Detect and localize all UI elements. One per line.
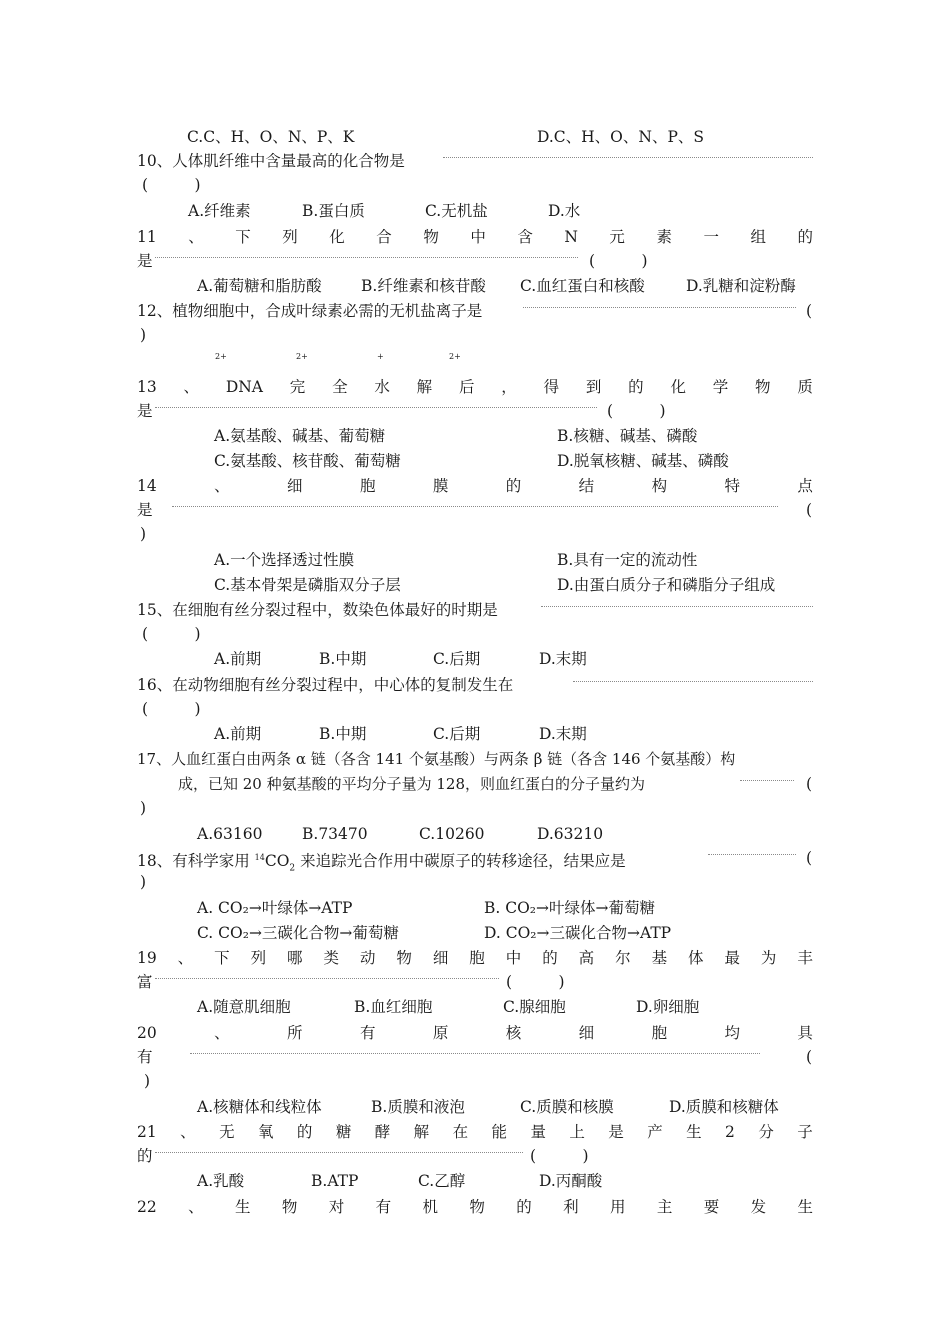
stem-token: 的 [797, 228, 813, 246]
stem-token: 糖 [335, 1123, 352, 1141]
q15-dotted-leader [541, 606, 813, 607]
stem-token: 要 [703, 1198, 720, 1216]
stem-token: 21 [137, 1123, 157, 1141]
q10-stem: 10、人体肌纤维中含量最高的化合物是 [137, 152, 405, 170]
stem-token: 、 [188, 228, 204, 246]
q13-answer-paren: ( ) [607, 402, 666, 420]
q12-option-c-charge: + [377, 352, 384, 361]
stem-token: 量 [530, 1123, 546, 1141]
stem-token: 中 [470, 228, 486, 246]
stem-token: 、 [214, 477, 230, 495]
stem-text: 18、有科学家用 [137, 852, 255, 871]
q17-stem-line1: 17、人血红蛋白由两条 α 链（各含 141 个氨基酸）与两条 β 链（各含 146 个氨基酸）构 [137, 750, 736, 768]
q20-stem [137, 1022, 813, 1044]
stem-token: 解 [413, 1123, 430, 1141]
stem-token: 生 [234, 1198, 251, 1216]
q11-option-c: C.血红蛋白和核酸 [520, 277, 645, 295]
stem-token: 完 [289, 378, 306, 396]
stem-token: 、 [188, 1198, 204, 1216]
stem-token: 具 [797, 1024, 813, 1042]
stem-token: 物 [755, 378, 771, 396]
q18-paren-open: ( [806, 849, 813, 867]
stem-token: 利 [563, 1198, 579, 1216]
q21-answer-paren: ( ) [530, 1147, 589, 1165]
stem-token: 构 [651, 477, 668, 495]
q21-option-a: A.乳酸 [197, 1172, 245, 1190]
stem-token: 合 [376, 228, 392, 246]
q17-stem-line2: 成，已知 20 种氨基酸的平均分子量为 128，则血红蛋白的分子量约为 [178, 775, 646, 793]
stem-token: 20 [137, 1024, 157, 1042]
q19-option-b: B.血红细胞 [354, 998, 433, 1016]
stem-token: 中 [505, 949, 522, 967]
q16-option-c: C.后期 [433, 725, 481, 743]
stem-token: 列 [282, 228, 298, 246]
q14-stem [137, 475, 813, 497]
stem-token: 14 [137, 477, 157, 495]
stem-token: 对 [328, 1198, 345, 1216]
stem-token: ， [501, 378, 517, 396]
q15-option-c: C.后期 [433, 650, 481, 668]
stem-token: 质 [797, 378, 813, 396]
q20-paren-close: ) [144, 1072, 151, 1090]
stem-token: 化 [329, 228, 345, 246]
q18-stem [137, 847, 626, 879]
q10-option-b: B.蛋白质 [302, 202, 365, 220]
stem-token: 列 [250, 949, 267, 967]
q19-stem-tail: 富 [137, 973, 153, 991]
q21-stem-tail: 的 [137, 1147, 153, 1165]
stem-token: 能 [491, 1123, 508, 1141]
formula-text: CO [264, 852, 290, 871]
stem-token: 所 [287, 1024, 303, 1042]
q21-option-c: C.乙醇 [418, 1172, 466, 1190]
stem-token: 在 [452, 1123, 469, 1141]
q10-option-a: A.纤维素 [188, 202, 251, 220]
stem-token: 学 [712, 378, 729, 396]
stem-token: 的 [296, 1123, 313, 1141]
q18-dotted-leader [708, 854, 796, 855]
stem-token: 核 [505, 1024, 522, 1042]
stem-token: 物 [469, 1198, 485, 1216]
q18-paren-close: ) [140, 873, 147, 891]
q10-answer-paren: ( ) [142, 176, 201, 194]
q21-option-d: D.丙酮酸 [539, 1172, 603, 1190]
stem-token: 特 [724, 477, 740, 495]
stem-token: 细 [432, 949, 449, 967]
q19-option-d: D.卵细胞 [636, 998, 700, 1016]
q13-option-a: A.氨基酸、碱基、葡萄糖 [214, 427, 386, 445]
stem-token: 水 [374, 378, 390, 396]
q15-option-d: D.末期 [539, 650, 587, 668]
q21-stem [137, 1121, 813, 1143]
stem-token: 到 [585, 378, 602, 396]
stem-token: 膜 [432, 477, 449, 495]
stem-token: 素 [656, 228, 672, 246]
q11-stem-tail: 是 [137, 252, 153, 270]
stem-token: 物 [396, 949, 412, 967]
stem-token: 丰 [797, 949, 813, 967]
stem-token: 物 [281, 1198, 298, 1216]
stem-token: 全 [332, 378, 348, 396]
q20-paren-open: ( [806, 1048, 813, 1066]
stem-token: 11 [137, 228, 157, 246]
q17-dotted-leader [740, 780, 794, 781]
stem-token: 、 [214, 1024, 230, 1042]
q15-stem: 15、在细胞有丝分裂过程中，数染色体最好的时期是 [137, 601, 498, 619]
stem-token: 哪 [287, 949, 303, 967]
stem-token: 、 [183, 378, 200, 396]
q12-option-b-charge: 2+ [296, 352, 308, 361]
stem-token: 为 [760, 949, 777, 967]
q19-stem [137, 947, 813, 969]
stem-token: 的 [505, 477, 522, 495]
stem-token: 高 [578, 949, 595, 967]
stem-token: 结 [578, 477, 595, 495]
q16-dotted-leader [573, 681, 813, 682]
stem-token: 得 [543, 378, 560, 396]
stem-token: 的 [516, 1198, 532, 1216]
stem-token: 产 [647, 1123, 663, 1141]
q14-option-a: A.一个选择透过性膜 [214, 551, 355, 569]
q11-answer-paren: ( ) [589, 252, 648, 270]
q20-dotted-leader [190, 1053, 760, 1054]
stem-token: 上 [569, 1123, 585, 1141]
stem-token: 化 [670, 378, 686, 396]
q11-dotted-leader [155, 257, 578, 258]
q19-option-c: C.腺细胞 [503, 998, 566, 1016]
stem-token: 、 [180, 1123, 196, 1141]
q10-option-d: D.水 [548, 202, 581, 220]
stem-token: DNA [225, 378, 263, 396]
q20-option-b: B.质膜和液泡 [371, 1098, 465, 1116]
q12-stem: 12、植物细胞中，合成叶绿素必需的无机盐离子是 [137, 302, 483, 320]
q14-stem-tail: 是 [137, 501, 153, 519]
q18-option-a: A. CO₂→叶绿体→ATP [197, 899, 353, 917]
q18-option-d: D. CO₂→三碳化合物→ATP [484, 924, 672, 942]
stem-token: 用 [609, 1198, 626, 1216]
q12-option-d-charge: 2+ [449, 352, 461, 361]
stem-token: 22 [137, 1198, 157, 1216]
q21-dotted-leader [155, 1152, 523, 1153]
stem-token: 物 [423, 228, 439, 246]
q12-paren-open: ( [806, 302, 813, 320]
q14-paren-open: ( [806, 501, 813, 519]
q11-option-b: B.纤维素和核苷酸 [361, 277, 486, 295]
stem-token: 含 [517, 228, 533, 246]
stem-token: 2 [725, 1123, 735, 1141]
isotope-mass-number: 14 [254, 853, 265, 862]
q20-option-a: A.核糖体和线粒体 [197, 1098, 322, 1116]
stem-token: 有 [359, 1024, 376, 1042]
stem-token: 下 [235, 228, 251, 246]
q15-answer-paren: ( ) [142, 625, 201, 643]
q20-option-c: C.质膜和核膜 [520, 1098, 614, 1116]
stem-token: 最 [724, 949, 740, 967]
q19-answer-paren: ( ) [506, 973, 565, 991]
q13-option-c: C.氨基酸、核苷酸、葡萄糖 [214, 452, 401, 470]
stem-token: 均 [724, 1024, 740, 1042]
q9-option-c: C.C、H、O、N、P、K [187, 128, 355, 146]
stem-token: 细 [578, 1024, 595, 1042]
stem-token: 无 [219, 1123, 235, 1141]
q16-option-d: D.末期 [539, 725, 587, 743]
stem-token: 19 [137, 949, 157, 967]
stem-token: 机 [422, 1198, 438, 1216]
stem-token: 一 [703, 228, 719, 246]
q16-stem: 16、在动物细胞有丝分裂过程中，中心体的复制发生在 [137, 676, 514, 694]
q13-stem [137, 376, 813, 398]
q12-paren-close: ) [140, 326, 147, 344]
stem-token: 的 [542, 949, 558, 967]
q15-option-a: A.前期 [214, 650, 262, 668]
q18-option-c: C. CO₂→三碳化合物→葡萄糖 [197, 924, 399, 942]
q17-option-c: C.10260 [419, 825, 485, 843]
q9-option-d: D.C、H、O、N、P、S [537, 128, 704, 146]
stem-token: 氧 [257, 1123, 274, 1141]
stem-token: 13 [137, 378, 157, 396]
stem-token: 元 [609, 228, 625, 246]
q10-dotted-leader [443, 157, 813, 158]
formula-subscript: 2 [289, 863, 296, 874]
stem-token: 类 [323, 949, 339, 967]
q18-option-b: B. CO₂→叶绿体→葡萄糖 [484, 899, 655, 917]
q14-paren-close: ) [140, 525, 147, 543]
stem-token: 原 [432, 1024, 449, 1042]
q22-stem [137, 1196, 813, 1218]
q14-option-b: B.具有一定的流动性 [557, 551, 698, 569]
q15-option-b: B.中期 [319, 650, 367, 668]
q17-paren-open: ( [806, 775, 813, 793]
stem-token: 生 [797, 1198, 813, 1216]
q14-option-d: D.由蛋白质分子和磷脂分子组成 [557, 576, 776, 594]
stem-token: 的 [628, 378, 644, 396]
stem-token: 组 [750, 228, 766, 246]
stem-token: 子 [797, 1123, 813, 1141]
q17-option-b: B.73470 [302, 825, 368, 843]
stem-token: N [564, 228, 578, 246]
q14-dotted-leader [172, 506, 778, 507]
q10-option-c: C.无机盐 [425, 202, 488, 220]
q13-dotted-leader [155, 407, 597, 408]
stem-token: 下 [214, 949, 230, 967]
q20-option-d: D.质膜和核糖体 [669, 1098, 779, 1116]
q13-option-d: D.脱氧核糖、碱基、磷酸 [557, 452, 729, 470]
q17-option-d: D.63210 [537, 825, 604, 843]
q14-option-c: C.基本骨架是磷脂双分子层 [214, 576, 401, 594]
stem-token: 胞 [469, 949, 485, 967]
stem-token: 生 [686, 1123, 702, 1141]
stem-token: 是 [608, 1123, 624, 1141]
q13-stem-tail: 是 [137, 402, 153, 420]
stem-token: 动 [359, 949, 376, 967]
q21-option-b: B.ATP [311, 1172, 359, 1190]
q16-answer-paren: ( ) [142, 700, 201, 718]
stem-token: 尔 [615, 949, 631, 967]
stem-token: 有 [375, 1198, 392, 1216]
q17-option-a: A.63160 [197, 825, 263, 843]
q12-dotted-leader [523, 307, 796, 308]
stem-text: 来追踪光合作用中碳原子的转移途径，结果应是 [295, 852, 626, 871]
q20-stem-tail: 有 [137, 1048, 153, 1066]
stem-token: 体 [688, 949, 704, 967]
q16-option-b: B.中期 [319, 725, 367, 743]
stem-token: 后 [458, 378, 475, 396]
q16-option-a: A.前期 [214, 725, 262, 743]
stem-token: 点 [797, 477, 813, 495]
stem-token: 解 [416, 378, 433, 396]
q11-option-a: A.葡萄糖和脂肪酸 [197, 277, 322, 295]
q17-paren-close: ) [140, 799, 147, 817]
stem-token: 主 [656, 1198, 673, 1216]
stem-token: 胞 [651, 1024, 668, 1042]
stem-token: 分 [758, 1123, 774, 1141]
q11-stem [137, 226, 813, 248]
q19-dotted-leader [155, 978, 499, 979]
stem-token: 发 [750, 1198, 767, 1216]
q19-option-a: A.随意肌细胞 [197, 998, 291, 1016]
stem-token: 酵 [374, 1123, 391, 1141]
q11-option-d: D.乳糖和淀粉酶 [686, 277, 796, 295]
q13-option-b: B.核糖、碱基、磷酸 [557, 427, 698, 445]
stem-token: 胞 [359, 477, 376, 495]
stem-token: 、 [177, 949, 194, 967]
q12-option-a-charge: 2+ [215, 352, 227, 361]
stem-token: 基 [651, 949, 668, 967]
stem-token: 细 [287, 477, 303, 495]
